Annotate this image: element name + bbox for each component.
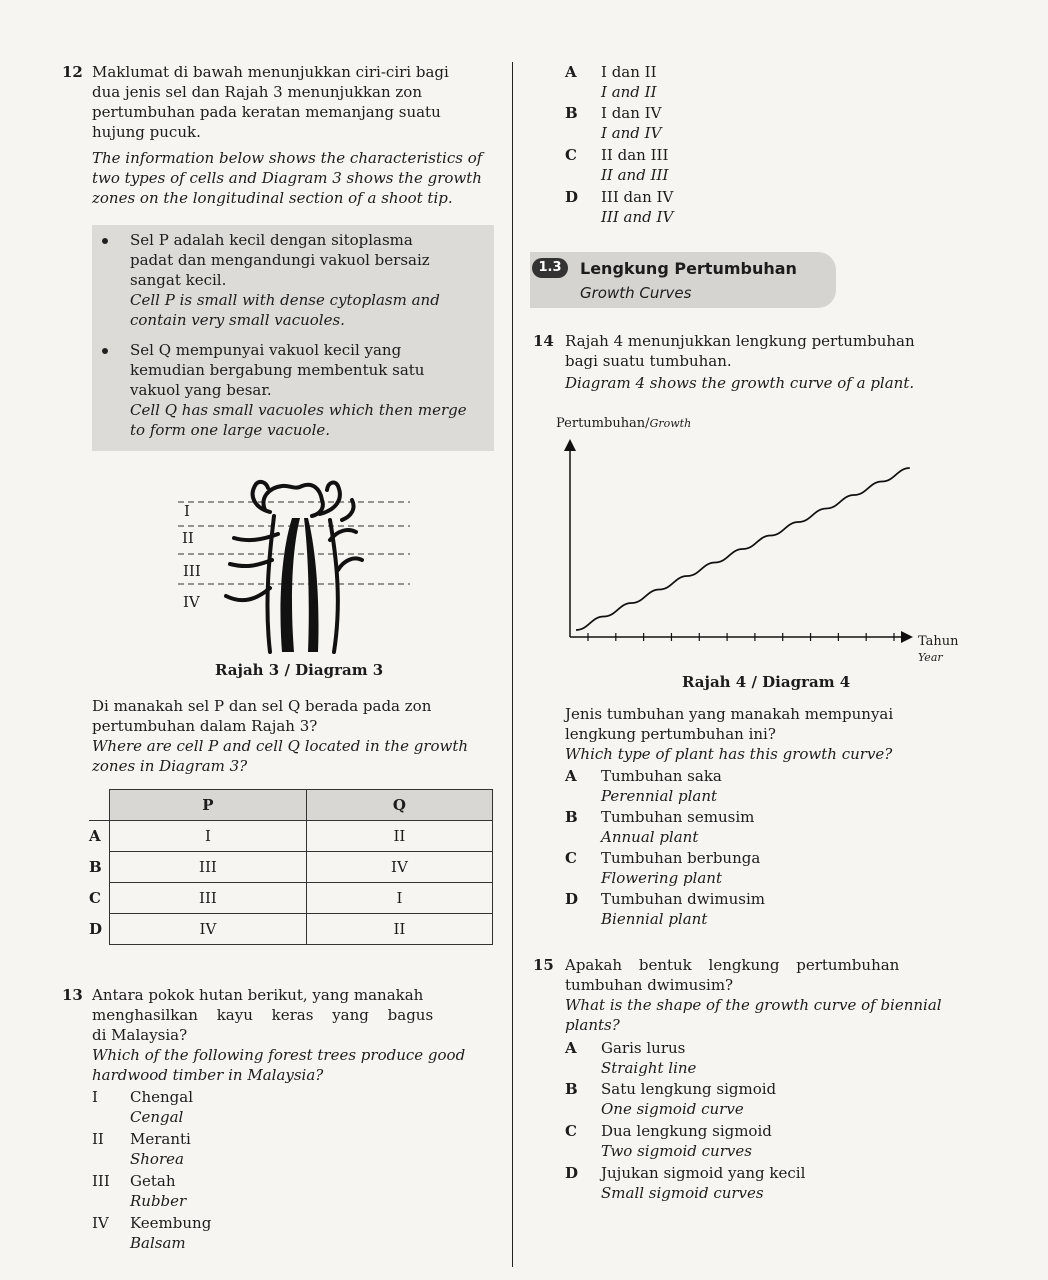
text-line: bagi suatu tumbuhan.: [565, 352, 732, 370]
option-malay: Garis lurus: [601, 1039, 686, 1057]
diagram-3-caption: Rajah 3 / Diagram 3: [215, 661, 384, 679]
question-number: 13: [62, 986, 83, 1004]
question-stem-malay: [565, 331, 965, 371]
option-malay: Tumbuhan dwimusim: [601, 890, 766, 908]
text-line: lengkung pertumbuhan ini?: [565, 725, 776, 743]
text-line: pertumbuhan pada keratan memanjang suatu: [92, 103, 441, 121]
text-line: menghasilkan kayu keras yang bagus: [92, 1006, 434, 1024]
growth-curve-chart: [560, 432, 920, 652]
option-malay: Tumbuhan semusim: [601, 808, 755, 826]
item-english: Cengal: [130, 1108, 184, 1126]
option-letter: B: [565, 104, 578, 122]
option-malay: I dan II: [601, 63, 657, 81]
item-english: Rubber: [130, 1192, 187, 1210]
table-row[interactable]: [89, 821, 493, 852]
x-axis-label-english: Year: [918, 651, 943, 664]
option-malay: Tumbuhan saka: [601, 767, 722, 785]
question-stem-english: [92, 1045, 502, 1085]
text-line: zones in Diagram 3?: [92, 757, 248, 775]
option-english: Annual plant: [601, 828, 699, 846]
cell-p-zone: III: [110, 852, 307, 883]
zone-label-iii: III: [183, 562, 201, 580]
text-line: plants?: [565, 1016, 620, 1034]
y-axis-label-malay: Pertumbuhan/: [556, 416, 650, 431]
text-line: pertumbuhan dalam Rajah 3?: [92, 717, 318, 735]
y-axis-label-english: Growth: [649, 417, 692, 430]
text-line: hardwood timber in Malaysia?: [92, 1066, 324, 1084]
option-malay: Satu lengkung sigmoid: [601, 1080, 777, 1098]
text-line: tumbuhan dwimusim?: [565, 976, 734, 994]
section-title-malay: Lengkung Pertumbuhan: [580, 259, 797, 278]
option-english: III and IV: [601, 208, 674, 226]
text-line: Sel P adalah kecil dengan sitoplasma: [130, 231, 413, 249]
leaf-primordium: [342, 500, 354, 520]
zone-label-iv: IV: [183, 593, 200, 611]
question-stem-english: [565, 373, 965, 393]
question-stem-malay: [92, 62, 497, 142]
item-english: Shorea: [130, 1150, 184, 1168]
zone-label-i: I: [184, 502, 190, 520]
text-line: to form one large vacuole.: [130, 421, 331, 439]
question-12-prompt: [92, 696, 502, 776]
option-letter: B: [565, 1080, 578, 1098]
text-line: sangat kecil.: [130, 271, 227, 289]
text-line: hujung pucuk.: [92, 123, 201, 141]
option-malay: I dan IV: [601, 104, 662, 122]
text-line: What is the shape of the growth curve of biennial: [565, 996, 942, 1014]
text-line: Which of the following forest trees produce good: [92, 1046, 466, 1064]
column-divider: [512, 62, 513, 1267]
option-english: I and II: [601, 83, 657, 101]
option-english: Straight line: [601, 1059, 697, 1077]
question-stem-malay: [565, 955, 965, 995]
option-malay: Jujukan sigmoid yang kecil: [601, 1164, 806, 1182]
apical-meristem: [264, 485, 323, 516]
item-numeral: I: [92, 1088, 98, 1106]
item-english: Balsam: [130, 1234, 186, 1252]
option-english: Biennial plant: [601, 910, 708, 928]
bullet-icon: [102, 238, 108, 244]
option-english: Two sigmoid curves: [601, 1142, 752, 1160]
question-number: 12: [62, 63, 83, 81]
text-line: Di manakah sel P dan sel Q berada pada zon: [92, 697, 432, 715]
table-row[interactable]: [89, 914, 493, 945]
text-line: Which type of plant has this growth curve?: [565, 745, 893, 763]
option-letter: A: [565, 63, 577, 81]
cell-q-zone: II: [306, 914, 492, 945]
cell-q-info: [130, 340, 490, 440]
cell-p-zone: IV: [110, 914, 307, 945]
option-letter: D: [565, 188, 579, 206]
text-line: Rajah 4 menunjukkan lengkung pertumbuhan: [565, 332, 915, 350]
text-line: Where are cell P and cell Q located in the growth: [92, 737, 469, 755]
item-numeral: III: [92, 1172, 110, 1190]
option-letter: B: [565, 808, 578, 826]
cell-q-zone: I: [306, 883, 492, 914]
question-stem-english: [565, 995, 965, 1035]
column-header-q: Q: [306, 790, 492, 821]
option-letter: A: [565, 767, 577, 785]
column-header-p: P: [110, 790, 307, 821]
section-number-badge: 1.3: [532, 258, 568, 278]
question-number: 14: [533, 332, 554, 350]
option-english: One sigmoid curve: [601, 1100, 744, 1118]
question-14-prompt: [565, 704, 965, 764]
option-english: II and III: [601, 166, 669, 184]
text-line: Maklumat di bawah menunjukkan ciri-ciri bagi: [92, 63, 449, 81]
option-english: Perennial plant: [601, 787, 718, 805]
text-line: Cell P is small with dense cytoplasm and: [130, 291, 440, 309]
growth-curve: [576, 468, 910, 630]
section-title-english: Growth Curves: [580, 284, 692, 302]
diagram-4-caption: Rajah 4 / Diagram 4: [682, 673, 851, 691]
option-letter: C: [565, 146, 577, 164]
option-malay: II dan III: [601, 146, 669, 164]
bullet-icon: [102, 348, 108, 354]
text-line: Diagram 4 shows the growth curve of a plant.: [565, 374, 915, 392]
cell-p-zone: III: [110, 883, 307, 914]
text-line: Jenis tumbuhan yang manakah mempunyai: [565, 705, 894, 723]
option-letter: C: [565, 1122, 577, 1140]
text-line: vakuol yang besar.: [130, 381, 272, 399]
option-malay: Dua lengkung sigmoid: [601, 1122, 772, 1140]
text-line: di Malaysia?: [92, 1026, 188, 1044]
text-line: Antara pokok hutan berikut, yang manakah: [92, 986, 424, 1004]
option-label: A: [89, 821, 110, 852]
option-malay: Tumbuhan berbunga: [601, 849, 761, 867]
cell-p-info: [130, 230, 490, 330]
question-stem-english: [92, 148, 502, 208]
vascular-strand: [280, 518, 300, 652]
young-leaf: [338, 558, 362, 570]
item-malay: Keembung: [130, 1214, 212, 1232]
option-label: C: [89, 883, 110, 914]
text-line: two types of cells and Diagram 3 shows the growth: [92, 169, 482, 187]
question-stem-malay: [92, 985, 494, 1045]
cell-q-zone: II: [306, 821, 492, 852]
option-letter: C: [565, 849, 577, 867]
text-line: dua jenis sel dan Rajah 3 menunjukkan zon: [92, 83, 422, 101]
option-letter: D: [565, 1164, 579, 1182]
leaf-primordium: [253, 482, 270, 512]
x-axis-label-malay: Tahun: [918, 634, 959, 649]
text-line: kemudian bergabung membentuk satu: [130, 361, 425, 379]
text-line: contain very small vacuoles.: [130, 311, 345, 329]
cell-q-zone: IV: [306, 852, 492, 883]
answer-table: [89, 789, 493, 945]
table-row[interactable]: [89, 852, 493, 883]
option-label: B: [89, 852, 110, 883]
text-line: zones on the longitudinal section of a shoot tip.: [92, 189, 453, 207]
item-numeral: II: [92, 1130, 104, 1148]
zone-label-ii: II: [182, 529, 194, 547]
text-line: padat dan mengandungi vakuol bersaiz: [130, 251, 430, 269]
y-axis-label: [556, 414, 691, 434]
table-row[interactable]: [89, 883, 493, 914]
option-english: I and IV: [601, 124, 662, 142]
option-letter: A: [565, 1039, 577, 1057]
item-malay: Getah: [130, 1172, 176, 1190]
item-numeral: IV: [92, 1214, 109, 1232]
option-english: Small sigmoid curves: [601, 1184, 764, 1202]
question-number: 15: [533, 956, 554, 974]
text-line: Apakah bentuk lengkung pertumbuhan: [565, 956, 900, 974]
header-spacer: [89, 790, 110, 821]
item-malay: Chengal: [130, 1088, 194, 1106]
option-english: Flowering plant: [601, 869, 722, 887]
text-line: Sel Q mempunyai vakuol kecil yang: [130, 341, 402, 359]
cell-p-zone: I: [110, 821, 307, 852]
vascular-strand: [304, 518, 319, 652]
option-letter: D: [565, 890, 579, 908]
cell-info-box: [92, 225, 494, 451]
option-label: D: [89, 914, 110, 945]
shoot-tip-diagram: [170, 470, 420, 660]
text-line: The information below shows the characteristics of: [92, 149, 483, 167]
option-malay: III dan IV: [601, 188, 674, 206]
stem-outline: [330, 520, 338, 652]
item-malay: Meranti: [130, 1130, 191, 1148]
young-leaf: [230, 560, 272, 566]
table-header-row: [89, 790, 493, 821]
text-line: Cell Q has small vacuoles which then merge: [130, 401, 467, 419]
young-leaf: [226, 588, 270, 600]
